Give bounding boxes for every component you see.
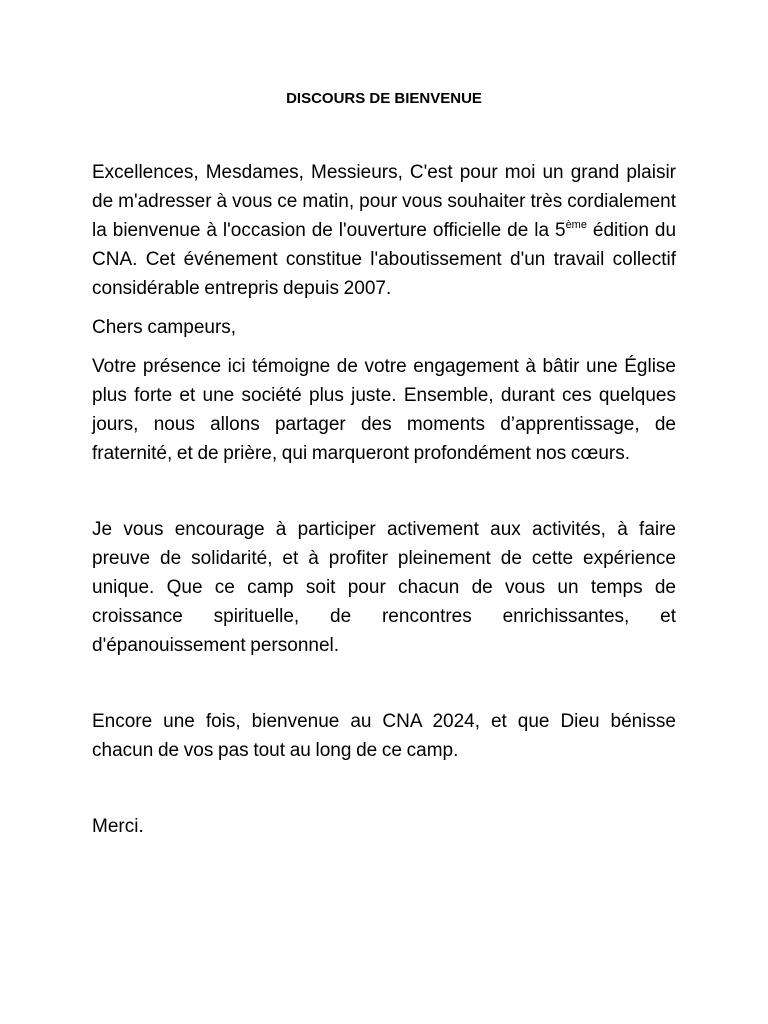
spacer bbox=[92, 303, 676, 313]
spacer bbox=[92, 765, 676, 812]
document-page bbox=[92, 88, 676, 841]
spacer bbox=[92, 468, 676, 515]
closing-line: Merci. bbox=[92, 816, 144, 837]
spacer bbox=[92, 342, 676, 352]
paragraph-opening-text-cont: édition du CNA. Cet événement constitue l'aboutissement d'un travail collectif considérable entrepris depuis 2007. bbox=[92, 220, 677, 299]
paragraph-encouragement: Je vous encourage à participer activement aux activités, à faire preuve de solidarité, et à profiter pleinement de cette expérience unique. Que ce camp soit pour chacun de vous un temps de croissance spirituelle, de rencontres enrichissantes, et d'épanouissement personnel. bbox=[92, 519, 676, 656]
greeting-line: Chers campeurs, bbox=[92, 317, 237, 338]
document-title: DISCOURS DE BIENVENUE bbox=[286, 90, 482, 107]
paragraph-blessing: Encore une fois, bienvenue au CNA 2024, et que Dieu bénisse chacun de vos pas tout au long de ce camp. bbox=[92, 711, 676, 761]
paragraph-presence: Votre présence ici témoigne de votre engagement à bâtir une Église plus forte et une société plus juste. Ensemble, durant ces quelques jours, nous allons partager des moments d’apprentissage, de fraternité, et de prière, qui marqueront profondément nos cœurs. bbox=[92, 356, 676, 464]
paragraph-opening bbox=[92, 158, 676, 303]
paragraph-opening-text: Excellences, Mesdames, Messieurs, C'est pour moi un grand plaisir de m'adresser à vous ce matin, pour vous souhaiter très cordialement la bienvenue à l'occasion de l'ouverture officielle de la 5 bbox=[92, 162, 676, 241]
spacer bbox=[92, 660, 676, 707]
ordinal-superscript: ème bbox=[565, 219, 587, 231]
